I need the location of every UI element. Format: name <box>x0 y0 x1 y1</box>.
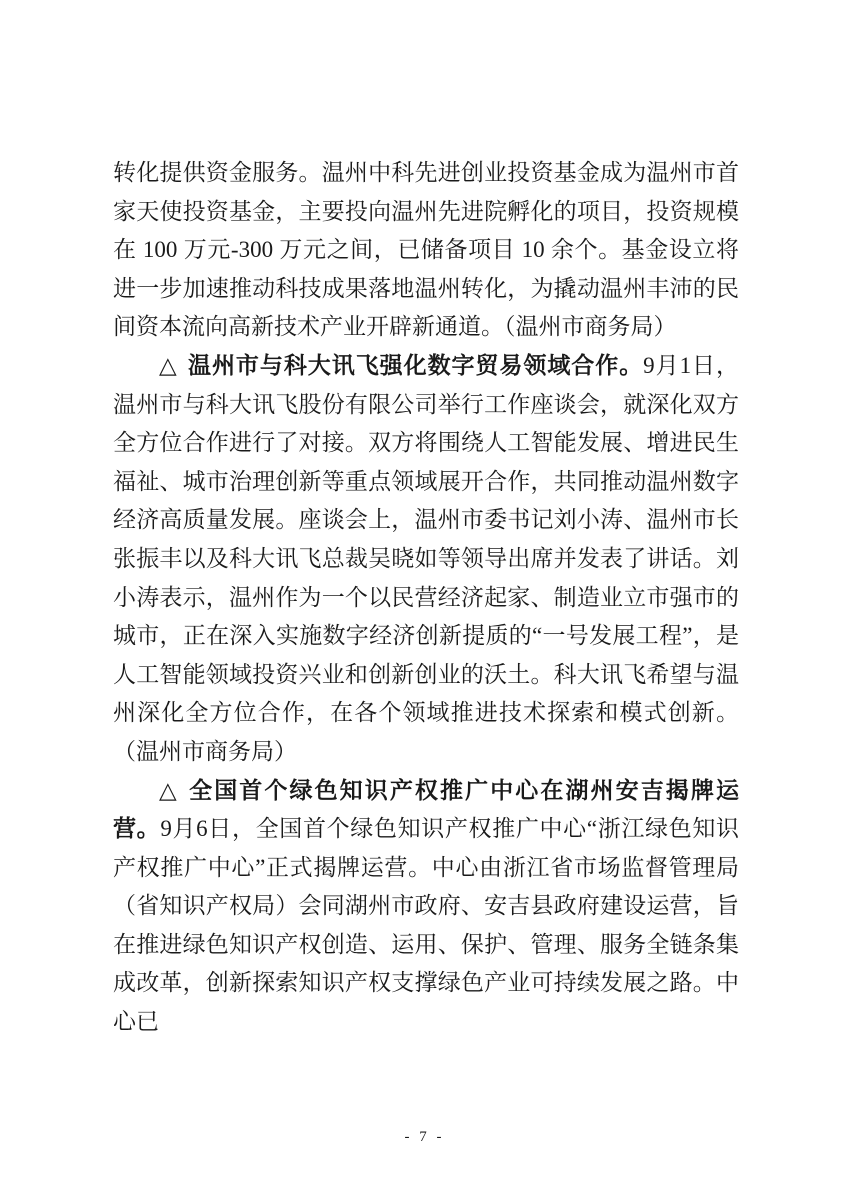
para-fund-continuation <box>113 154 739 347</box>
triangle-item-marker: △ <box>159 352 178 378</box>
item-title: 温州市与科大讯飞强化数字贸易领域合作。 <box>188 352 644 378</box>
text-run: 9月1日，温州市与科大讯飞股份有限公司举行工作座谈会，就深化双方全方位合作进行了对接。双方将围绕人工智能发展、增进民生福祉、城市治理创新等重点领域展开合作，共同推动温州数字经济高质量发展。座谈会上，温州市委书记刘小涛、温州市长张振丰以及科大讯飞总裁吴晓如等领导出席并发表了讲话。刘小涛表示，温州作为一个以民营经济起家、制造业立市强市的城市，正在深入实施数字经济创新提质的“一号发展工程”，是人工智能领域投资兴业和创新创业的沃土。科大讯飞希望与温州深化全方位合作，在各个领域推进技术探索和模式创新。（温州市商务局） <box>113 352 739 764</box>
triangle-item-marker: △ <box>159 777 179 803</box>
para-iflytek-cooperation <box>113 347 739 772</box>
text-run: 9月6日，全国首个绿色知识产权推广中心“浙江绿色知识产权推广中心”正式揭牌运营。中心由浙江省市场监督管理局（省知识产权局）会同湖州市政府、安吉县政府建设运营，旨在推进绿色知识产权创造、运用、保护、管理、服务全链条集成改革，创新探索知识产权支撑绿色产业可持续发展之路。中心已 <box>113 816 740 1035</box>
document-body <box>113 154 739 1042</box>
item-title: 全国首个绿色知识产权推广中心在湖州安吉揭牌运营。 <box>113 777 739 842</box>
page-footer <box>0 1128 849 1146</box>
text-run: 转化提供资金服务。温州中科先进创业投资基金成为温州市首家天使投资基金，主要投向温州先进院孵化的项目，投资规模在 100 万元-300 万元之间，已储备项目 10 余个。基金设立将进一步加速推动科技成果落地温州转化，为撬动温州丰沛的民间资本流向高新技术产业开辟新通道。（温州市商务局） <box>113 160 739 340</box>
page-number: - 7 - <box>404 1129 445 1145</box>
para-green-ip-center <box>113 772 739 1042</box>
